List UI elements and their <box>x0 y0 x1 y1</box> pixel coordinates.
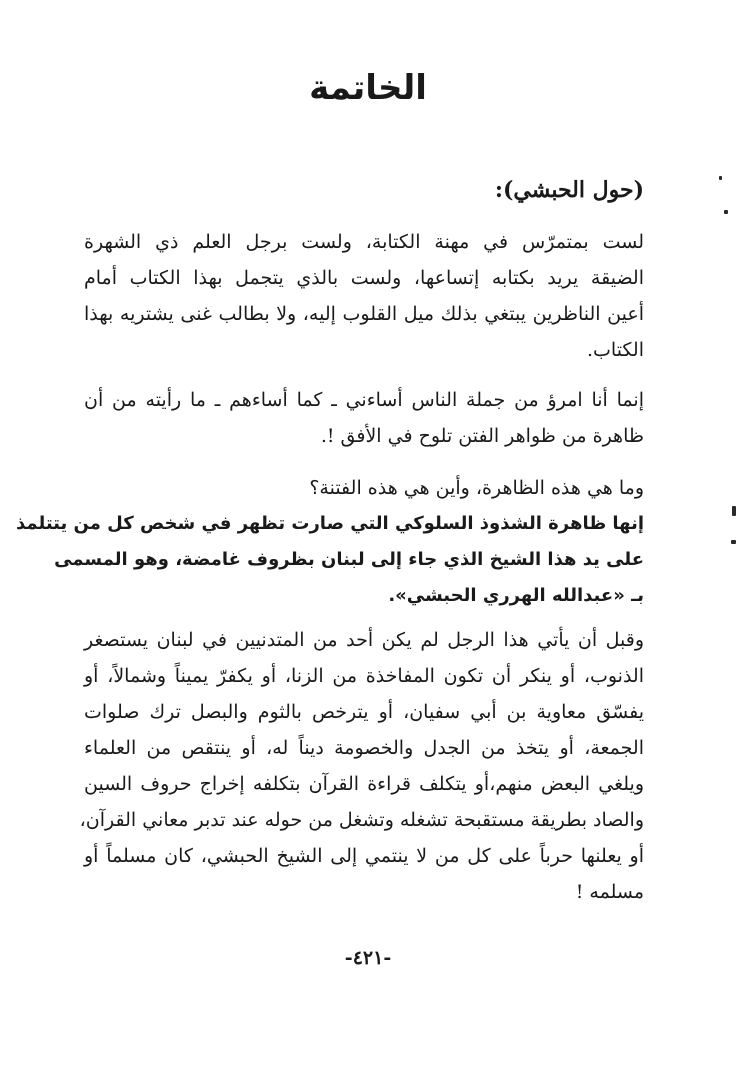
text-line: وما هي هذه الظاهرة، وأين هي هذه الفتنة؟ <box>309 477 644 499</box>
text-line: الذنوب، أو ينكر أن تكون المفاخذة من الزنا، أو يكفرّ يميناً وشمالاً، أو <box>84 665 644 687</box>
paragraph-1 <box>84 224 644 368</box>
text-line: يفسّق معاوية بن أبي سفيان، أو يترخص بالثوم والبصل ترك صلوات <box>84 701 644 723</box>
text-line: وقبل أن يأتي هذا الرجل لم يكن أحد من المتدنيين في لبنان يستصغر <box>84 629 644 651</box>
bold-text-line: إنها ظاهرة الشذوذ السلوكي التي صارت تظهر في شخص كل من يتتلمذ <box>16 513 644 534</box>
scan-speck <box>719 176 722 180</box>
paragraph-3 <box>16 470 644 614</box>
text-line: الضيقة يريد بكتابه إتساعها، ولست بالذي يتجمل بهذا الكتاب أمام <box>84 267 644 289</box>
page-title: الخاتمة <box>309 68 427 108</box>
text-line: ويلغي البعض منهم،أو يتكلف قراءة القرآن بتكلفه إخراج حروف السين <box>84 773 644 795</box>
text-line: الجمعة، أو يتخذ من الجدل والخصومة ديناً له، أو ينتقص من العلماء <box>84 737 644 759</box>
bold-text-line: بـ «عبدالله الهرري الحبشي». <box>388 585 644 606</box>
scan-speck <box>731 540 736 544</box>
bold-text-line: على يد هذا الشيخ الذي جاء إلى لبنان بظروف غامضة، وهو المسمى <box>54 549 644 570</box>
text-line: أعين الناظرين يبتغي بذلك ميل القلوب إليه، ولا بطالب غنى يشتريه بهذا <box>84 303 644 325</box>
text-line: والصاد بطريقة مستقبحة تشغله وتشغل من حوله عند تدبر معاني القرآن، <box>79 809 644 831</box>
text-line: لست بمتمرّس في مهنة الكتابة، ولست برجل العلم ذي الشهرة <box>84 231 644 253</box>
page-number: -٤٢١- <box>344 947 392 969</box>
text-line: إنما أنا امرؤ من جملة الناس أساءني ـ كما أساءهم ـ ما رأيته من أن <box>84 389 644 411</box>
text-line: الكتاب. <box>586 339 644 361</box>
text-line: مسلمه ! <box>575 881 644 903</box>
text-line: أو يعلنها حرباً على كل من لا ينتمي إلى الشيخ الحبشي، كان مسلماً أو <box>84 845 644 867</box>
scan-speck <box>724 210 728 214</box>
scan-speck <box>732 506 736 516</box>
paragraph-2 <box>84 382 644 454</box>
section-heading: (حول الحبشي): <box>494 177 644 203</box>
paragraph-4 <box>79 622 644 910</box>
text-line: ظاهرة من ظواهر الفتن تلوح في الأفق !. <box>320 425 644 447</box>
